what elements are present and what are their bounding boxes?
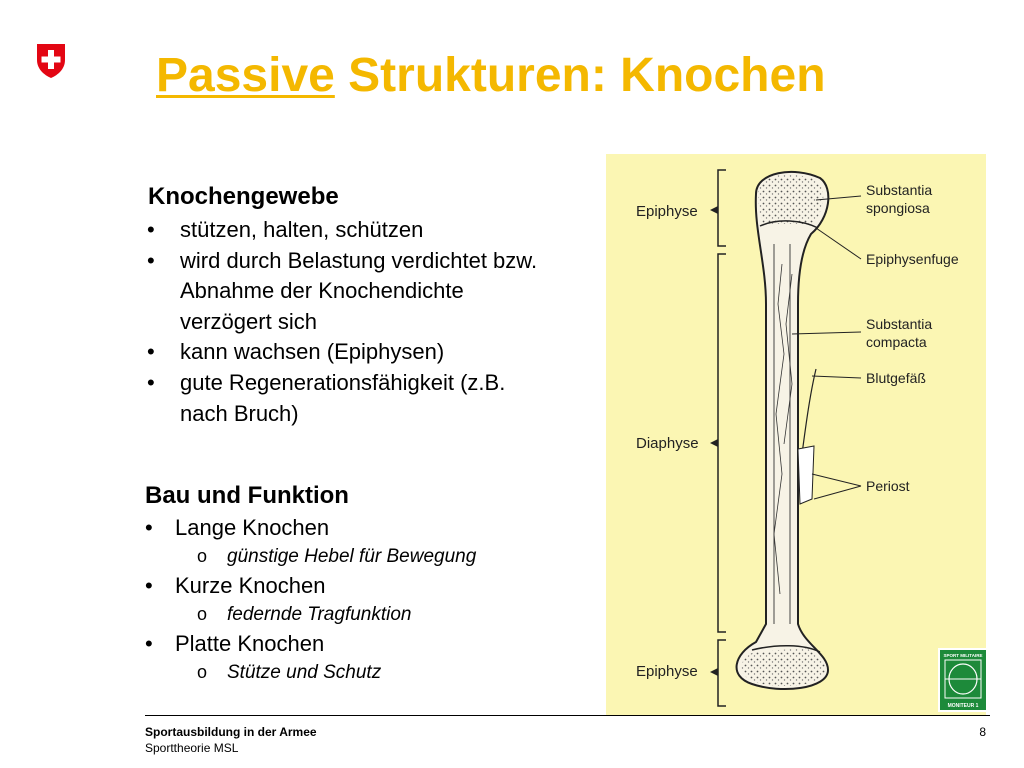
label-blutgefaess: Blutgefäß — [866, 370, 926, 386]
label-substantia-spongiosa-l2: spongiosa — [866, 200, 930, 216]
sub-item: o günstige Hebel für Bewegung — [197, 542, 585, 571]
swiss-coat-of-arms-logo — [36, 43, 66, 79]
section-heading-knochengewebe: Knochengewebe — [148, 183, 339, 210]
sub-item: o Stütze und Schutz — [197, 658, 585, 687]
bracket-arrows — [710, 206, 718, 676]
label-periost: Periost — [866, 478, 910, 494]
section-heading-bau-und-funktion: Bau und Funktion — [145, 482, 349, 509]
label-substantia-spongiosa-l1: Substantia — [866, 182, 933, 198]
label-substantia-compacta-l2: compacta — [866, 334, 927, 350]
list-item: • stützen, halten, schützen — [147, 215, 567, 246]
bone-shape — [737, 172, 829, 689]
epiphysis-brackets — [718, 170, 726, 706]
footer-divider — [145, 715, 990, 716]
label-substantia-compacta-l1: Substantia — [866, 316, 933, 332]
label-epiphyse-top: Epiphyse — [636, 203, 698, 220]
slide-title — [156, 46, 826, 106]
list-item — [145, 513, 585, 571]
label-diaphyse: Diaphyse — [636, 435, 699, 452]
page-number: 8 — [979, 725, 986, 739]
footer-course: Sporttheorie MSL — [145, 741, 239, 755]
bau-und-funktion-list — [145, 513, 585, 687]
list-item: • wird durch Belastung verdichtet bzw. Abnahme der Knochendichte verzögert sich — [147, 246, 540, 338]
sport-militaire-badge — [938, 648, 986, 712]
list-item — [145, 571, 585, 629]
sub-item: o federnde Tragfunktion — [197, 600, 585, 629]
badge-top-text: SPORT MILITAIRE — [943, 653, 983, 658]
label-epiphyse-bottom: Epiphyse — [636, 663, 698, 680]
list-item: • gute Regenerationsfähigkeit (z.B. nach Bruch) — [147, 368, 520, 429]
item-label: Lange Knochen — [175, 515, 330, 540]
label-epiphysenfuge: Epiphysenfuge — [866, 251, 959, 267]
title-underlined-word: Passive — [156, 49, 335, 102]
footer — [145, 724, 317, 756]
list-item: • kann wachsen (Epiphysen) — [147, 337, 567, 368]
item-label: Platte Knochen — [175, 631, 325, 656]
footer-organization: Sportausbildung in der Armee — [145, 725, 317, 739]
bone-diagram — [606, 154, 986, 716]
item-label: Kurze Knochen — [175, 573, 326, 598]
title-rest: Strukturen: Knochen — [334, 49, 826, 102]
list-item — [145, 629, 585, 687]
knochengewebe-list — [147, 215, 567, 429]
badge-bottom-text: MONITEUR 1 — [947, 703, 979, 709]
